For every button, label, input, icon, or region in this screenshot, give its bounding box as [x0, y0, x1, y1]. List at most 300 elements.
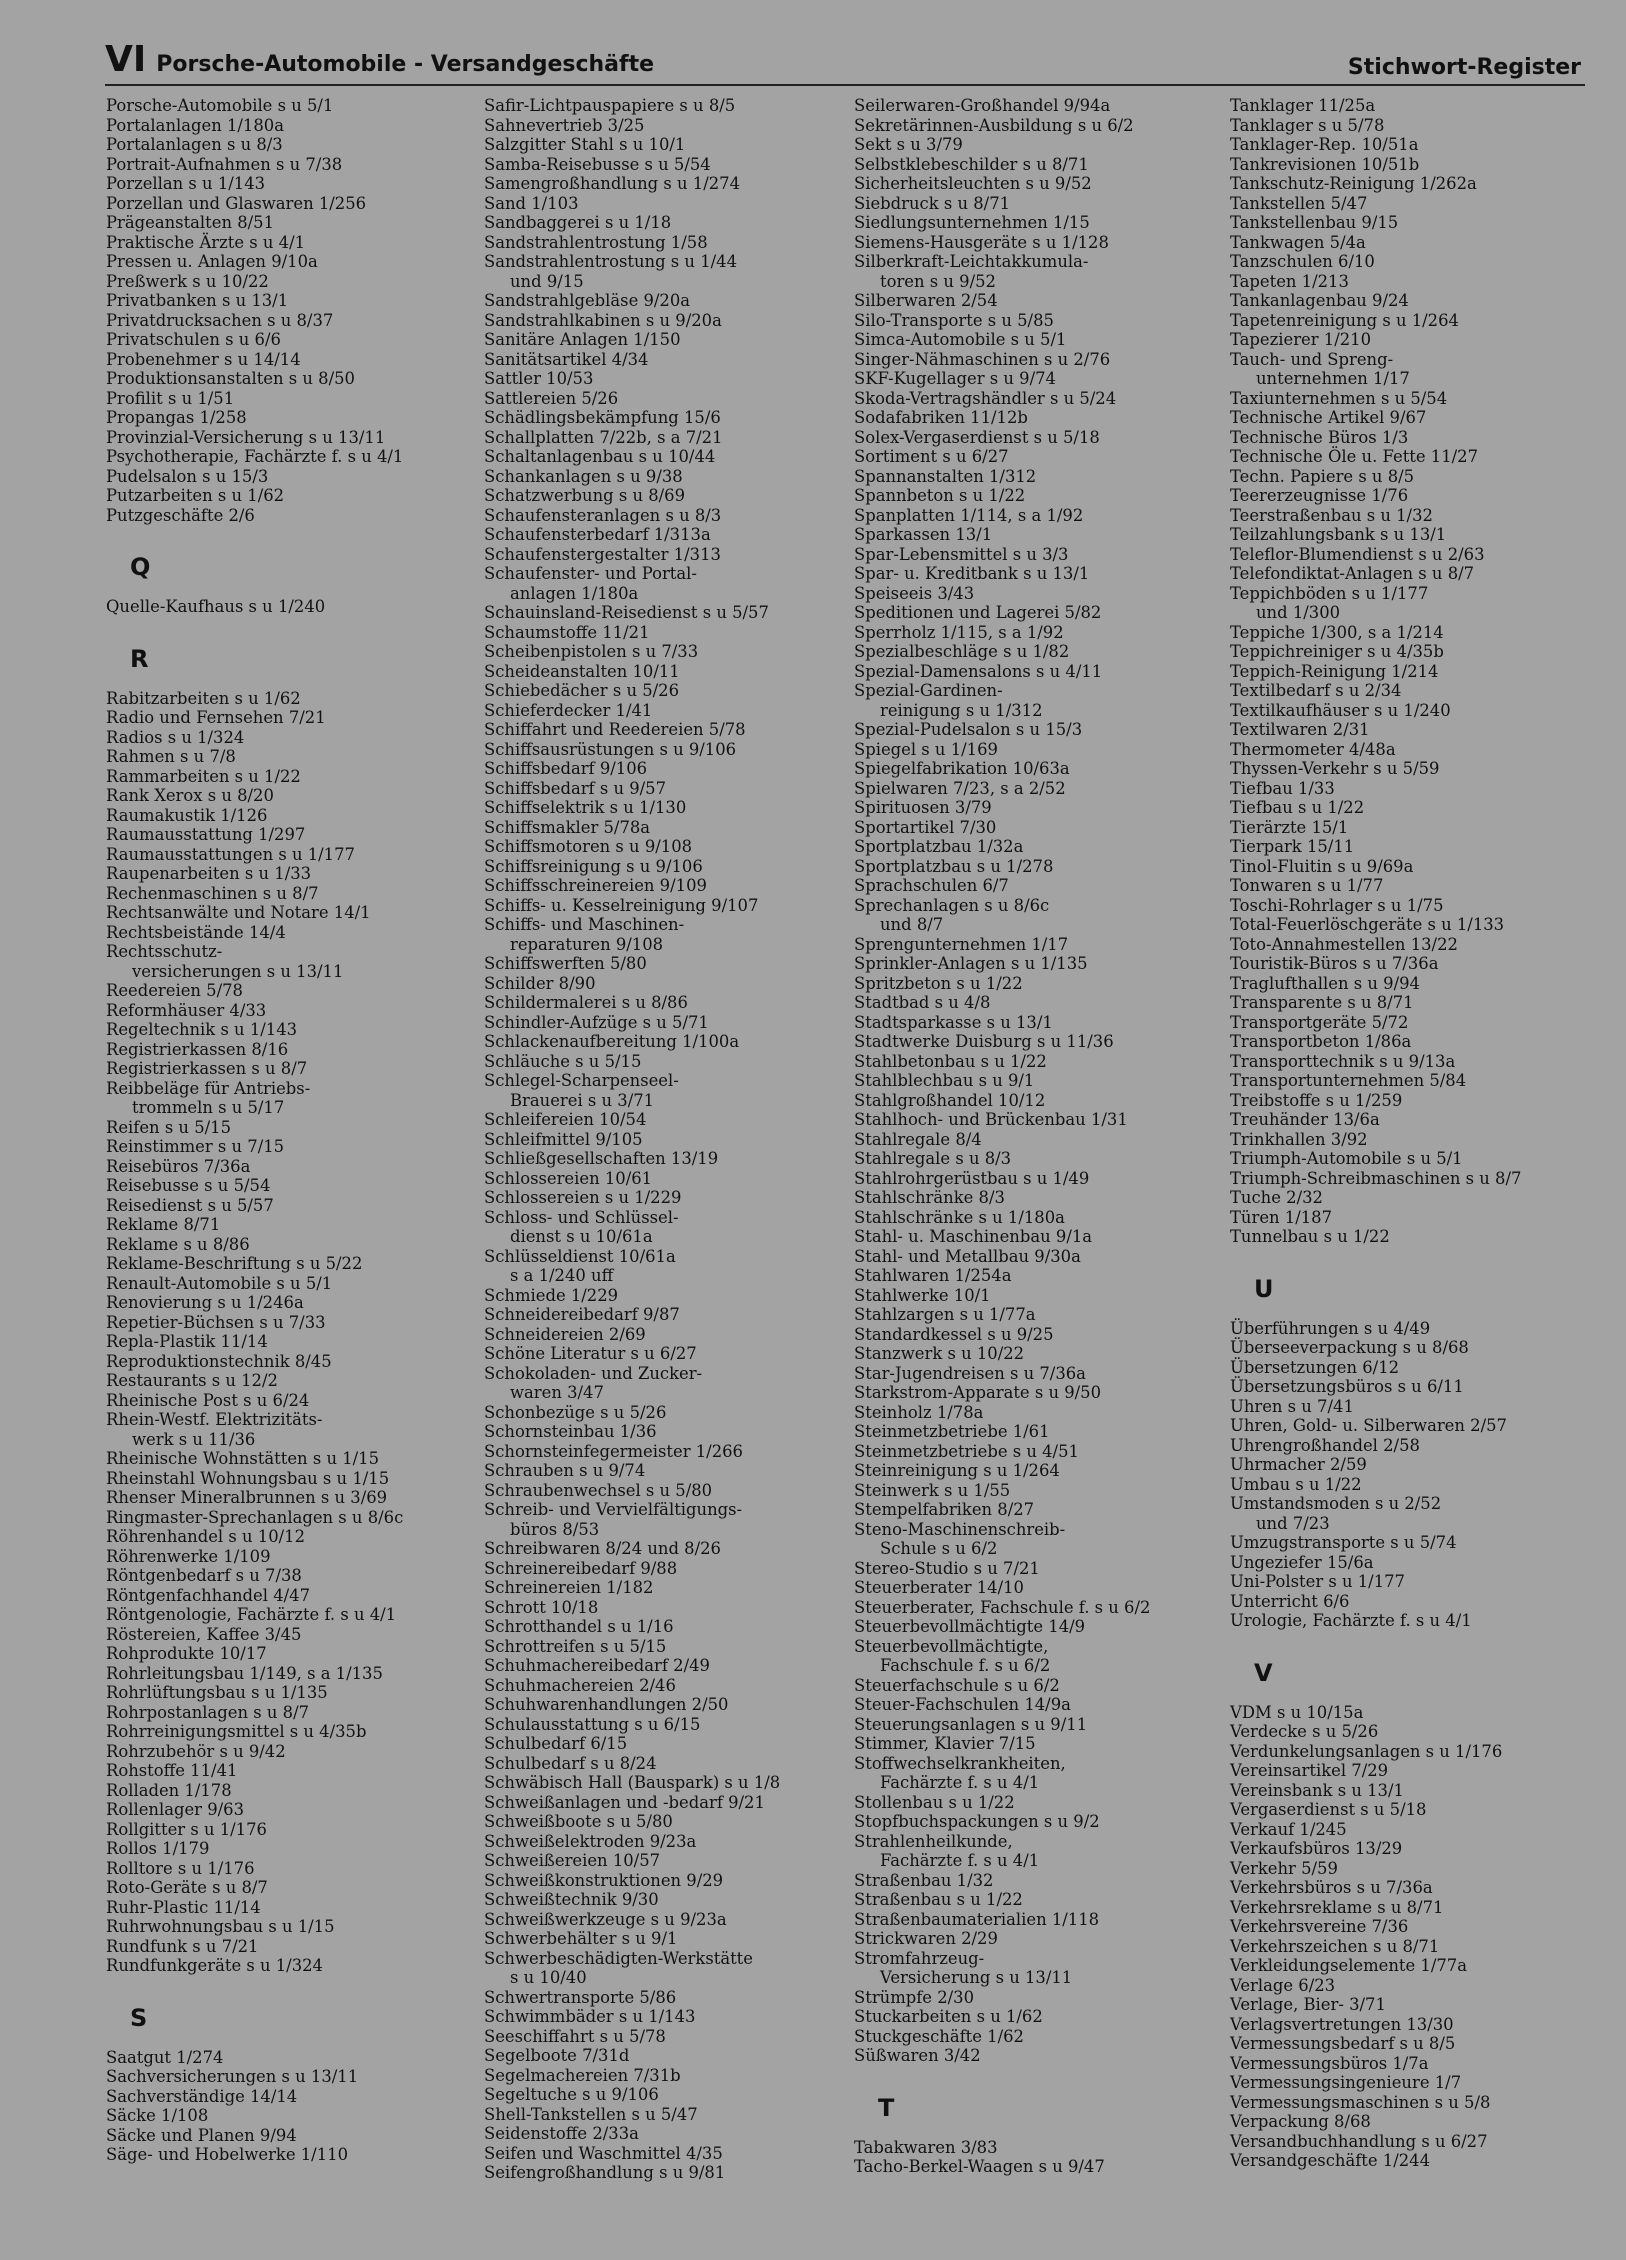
index-entry: Stahlregale 8/4	[854, 1129, 982, 1149]
index-entry: Schwerbeschädigten-Werkstätte	[484, 1948, 753, 1968]
index-entry-continuation: s a 1/240 uff	[510, 1266, 614, 1285]
index-entry-continuation: waren 3/47	[510, 1383, 604, 1402]
index-entry: Rohrleitungsbau 1/149, s a 1/135	[106, 1663, 383, 1683]
index-entry: Verkauf 1/245	[1230, 1819, 1347, 1839]
index-entry: Urologie, Fachärzte f. s u 4/1	[1230, 1611, 1472, 1630]
index-column-2	[484, 96, 856, 2183]
section-letter: T	[878, 2093, 895, 2122]
index-entry: Stahlregale s u 8/3	[854, 1149, 1012, 1168]
index-entry: Reklame s u 8/86	[106, 1234, 250, 1254]
index-entry: Spar-Lebensmittel s u 3/3	[854, 544, 1069, 564]
index-entry-continuation: unternehmen 1/17	[1256, 369, 1410, 388]
index-entry: Samba-Reisebusse s u 5/54	[484, 154, 711, 174]
index-entry: Speditionen und Lagerei 5/82	[854, 603, 1102, 622]
index-entry: Übersetzungen 6/12	[1230, 1357, 1400, 1377]
index-entry: Sportplatzbau s u 1/278	[854, 856, 1054, 876]
index-entry: Schiffahrt und Reedereien 5/78	[484, 720, 746, 739]
index-entry: Spezial-Damensalons s u 4/11	[854, 661, 1103, 681]
index-entry-continuation: trommeln s u 5/17	[132, 1098, 285, 1117]
index-entry: Schuhmachereien 2/46	[484, 1675, 676, 1695]
index-entry: Schweißboote s u 5/80	[484, 1812, 673, 1831]
index-entry: Segelmachereien 7/31b	[484, 2065, 681, 2085]
index-entry: Telefondiktat-Anlagen s u 8/7	[1230, 564, 1475, 583]
index-entry: Tanklager 11/25a	[1230, 96, 1376, 115]
index-entry: Rohrzubehör s u 9/42	[106, 1741, 286, 1761]
index-entry: Ruhr-Plastic 11/14	[106, 1897, 261, 1917]
index-entry: Provinzial-Versicherung s u 13/11	[106, 427, 386, 447]
index-entry: Schiffs- und Maschinen-	[484, 915, 685, 934]
index-entry-continuation: versicherungen s u 13/11	[132, 961, 344, 981]
index-entry: Selbstklebeschilder s u 8/71	[854, 154, 1089, 174]
index-entry: Vermessungsingenieure 1/7	[1230, 2073, 1462, 2092]
index-entry: Pudelsalon s u 15/3	[106, 466, 269, 486]
index-entry: Säge- und Hobelwerke 1/110	[106, 2145, 348, 2164]
index-entry: Tauch- und Spreng-	[1230, 349, 1394, 369]
index-entry: Teleflor-Blumendienst s u 2/63	[1230, 544, 1485, 564]
index-entry: Stromfahrzeug-	[854, 1948, 985, 1968]
index-entry: Schulausstattung s u 6/15	[484, 1714, 701, 1734]
section-letter: Q	[130, 553, 151, 581]
index-column-4	[1230, 96, 1602, 2171]
index-entry: Verkehrszeichen s u 8/71	[1230, 1936, 1440, 1956]
index-entry: Tuche 2/32	[1230, 1188, 1323, 1207]
index-entry: Sanitäre Anlagen 1/150	[484, 330, 681, 349]
index-entry: Schallplatten 7/22b, s a 7/21	[484, 427, 723, 447]
index-entry: Sportplatzbau 1/32a	[854, 837, 1024, 856]
index-entry: Überführungen s u 4/49	[1230, 1318, 1431, 1338]
index-entry: Toschi-Rohrlager s u 1/75	[1230, 895, 1444, 915]
index-entry: Stimmer, Klavier 7/15	[854, 1734, 1036, 1753]
index-entry: Touristik-Büros s u 7/36a	[1230, 954, 1439, 973]
index-entry: Schlegel-Scharpenseel-	[484, 1071, 679, 1090]
index-entry: Tanzschulen 6/10	[1230, 252, 1375, 271]
index-entry: Singer-Nähmaschinen s u 2/76	[854, 349, 1111, 369]
index-entry: Schuhwarenhandlungen 2/50	[484, 1695, 729, 1714]
index-entry: Vergaserdienst s u 5/18	[1230, 1800, 1427, 1819]
index-entry: Simca-Automobile s u 5/1	[854, 330, 1067, 349]
index-entry: Schilder 8/90	[484, 973, 596, 993]
index-entry: Uhren s u 7/41	[1230, 1396, 1354, 1416]
index-entry: Profilit s u 1/51	[106, 388, 235, 408]
index-entry: Preßwerk s u 10/22	[106, 271, 269, 291]
index-entry-continuation: dienst s u 10/61a	[510, 1227, 653, 1246]
index-entry: Reibbeläge für Antriebs-	[106, 1078, 311, 1098]
index-entry: Transporttechnik s u 9/13a	[1230, 1051, 1456, 1071]
index-entry: Spanplatten 1/114, s a 1/92	[854, 505, 1084, 525]
index-entry: Sattlereien 5/26	[484, 388, 619, 408]
index-entry: Seidenstoffe 2/33a	[484, 2124, 639, 2143]
index-entry: Textilkaufhäuser s u 1/240	[1230, 700, 1451, 720]
index-entry: Silo-Transporte s u 5/85	[854, 310, 1054, 330]
index-entry: Rheinstahl Wohnungsbau s u 1/15	[106, 1468, 390, 1488]
index-entry: Strickwaren 2/29	[854, 1929, 998, 1948]
index-entry: Restaurants s u 12/2	[106, 1371, 278, 1390]
index-entry: Schiffswerften 5/80	[484, 954, 647, 973]
index-entry: Stempelfabriken 8/27	[854, 1500, 1035, 1519]
index-entry: Säcke 1/108	[106, 2106, 209, 2125]
header-register-label: Stichwort-Register	[1347, 55, 1581, 80]
index-entry: Steno-Maschinenschreib-	[854, 1519, 1066, 1539]
index-entry: Straßenbaumaterialien 1/118	[854, 1909, 1100, 1929]
index-entry: Schindler-Aufzüge s u 5/71	[484, 1012, 709, 1032]
index-entry: Tacho-Berkel-Waagen s u 9/47	[854, 2157, 1105, 2176]
index-entry: Stahl- u. Maschinenbau 9/1a	[854, 1227, 1093, 1246]
index-entry: Spiegel s u 1/169	[854, 739, 998, 759]
index-entry: Reproduktionstechnik 8/45	[106, 1351, 332, 1371]
index-entry: Sortiment s u 6/27	[854, 447, 1009, 466]
index-entry: Segeltuche s u 9/106	[484, 2085, 659, 2104]
index-entry: Rollgitter s u 1/176	[106, 1819, 267, 1839]
index-entry: Spirituosen 3/79	[854, 798, 992, 817]
index-entry: Seifengroßhandlung s u 9/81	[484, 2163, 726, 2182]
index-entry: Stoffwechselkrankheiten,	[854, 1753, 1066, 1773]
index-column-3	[854, 96, 1226, 2177]
index-entry: Privatdrucksachen s u 8/37	[106, 310, 334, 330]
index-entry: Stahlschränke 8/3	[854, 1188, 1005, 1207]
index-entry: Vereinsbank s u 13/1	[1230, 1780, 1404, 1800]
index-entry: Stollenbau s u 1/22	[854, 1792, 1015, 1812]
index-entry: Schöne Literatur s u 6/27	[484, 1344, 697, 1363]
index-entry-continuation: werk s u 11/36	[132, 1429, 256, 1449]
index-entry: Sekt s u 3/79	[854, 135, 963, 154]
index-entry: Teppich-Reinigung 1/214	[1230, 661, 1439, 681]
index-entry: Vermessungsmaschinen s u 5/8	[1230, 2092, 1491, 2112]
index-entry: Rollenlager 9/63	[106, 1800, 245, 1819]
index-entry: Spiegelfabrikation 10/63a	[854, 759, 1070, 778]
index-entry: Sandstrahlkabinen s u 9/20a	[484, 310, 722, 330]
index-entry-continuation: toren s u 9/52	[880, 271, 996, 291]
index-entry: Schaumstoffe 11/21	[484, 622, 650, 642]
index-entry: Taxiunternehmen s u 5/54	[1230, 388, 1448, 408]
index-entry: Schweißereien 10/57	[484, 1851, 661, 1870]
index-entry: Saatgut 1/274	[106, 2047, 224, 2067]
index-entry: Tierärzte 15/1	[1230, 817, 1349, 837]
index-entry: Sodafabriken 11/12b	[854, 408, 1028, 427]
index-entry: Schornsteinbau 1/36	[484, 1422, 657, 1441]
index-entry: Steuerberater 14/10	[854, 1578, 1024, 1597]
index-entry: Verkehrsreklame s u 8/71	[1230, 1897, 1444, 1917]
index-entry: Verkehrsbüros s u 7/36a	[1230, 1878, 1433, 1897]
index-entry: Teppichböden s u 1/177	[1230, 583, 1429, 603]
index-entry: Rohrpostanlagen s u 8/7	[106, 1702, 310, 1722]
index-entry: Rollos 1/179	[106, 1839, 210, 1858]
index-entry: Steuerberater, Fachschule f. s u 6/2	[854, 1597, 1151, 1617]
index-entry: Quelle-Kaufhaus s u 1/240	[106, 597, 326, 616]
index-entry: Rechenmaschinen s u 8/7	[106, 883, 319, 903]
index-entry: Röhrenwerke 1/109	[106, 1546, 271, 1566]
index-entry: Tankstellen 5/47	[1230, 193, 1368, 213]
index-entry: Propangas 1/258	[106, 408, 247, 427]
index-entry: Reformhäuser 4/33	[106, 1000, 267, 1020]
index-entry: Textilbedarf s u 2/34	[1230, 681, 1402, 700]
index-entry: Siedlungsunternehmen 1/15	[854, 213, 1090, 232]
index-entry: Verdunkelungsanlagen s u 1/176	[1230, 1741, 1503, 1761]
index-entry-continuation: Fachschule f. s u 6/2	[880, 1656, 1051, 1675]
index-entry: Schokoladen- und Zucker-	[484, 1363, 703, 1383]
index-entry: Steuerfachschule s u 6/2	[854, 1675, 1060, 1695]
index-entry: Rolladen 1/178	[106, 1780, 232, 1800]
index-entry: Spar- u. Kreditbank s u 13/1	[854, 564, 1090, 583]
index-entry: Portalanlagen s u 8/3	[106, 135, 283, 154]
index-entry: Renault-Automobile s u 5/1	[106, 1273, 333, 1293]
index-entry: Schaufensteranlagen s u 8/3	[484, 505, 722, 525]
index-entry: Schiffsausrüstungen s u 9/106	[484, 739, 737, 759]
index-entry: Schrottreifen s u 5/15	[484, 1636, 667, 1656]
index-entry-continuation: Fachärzte f. s u 4/1	[880, 1851, 1040, 1870]
index-entry: Produktionsanstalten s u 8/50	[106, 369, 355, 388]
index-entry: Sandbaggerei s u 1/18	[484, 213, 672, 232]
index-entry: Unterricht 6/6	[1230, 1591, 1350, 1611]
index-entry: Sparkassen 13/1	[854, 525, 993, 544]
index-entry-continuation: büros 8/53	[510, 1519, 600, 1539]
index-entry: Schiffsreinigung s u 9/106	[484, 856, 703, 876]
index-entry: Salzgitter Stahl s u 10/1	[484, 135, 686, 154]
index-entry: Straßenbau 1/32	[854, 1870, 994, 1890]
index-entry: Pressen u. Anlagen 9/10a	[106, 252, 318, 271]
section-letter: V	[1254, 1658, 1273, 1687]
index-entry: Schiffs- u. Kesselreinigung 9/107	[484, 895, 759, 915]
index-entry: Röhrenhandel s u 10/12	[106, 1527, 306, 1546]
index-entry: Spielwaren 7/23, s a 2/52	[854, 778, 1066, 798]
index-entry: Verkaufsbüros 13/29	[1230, 1839, 1403, 1858]
index-entry: Stanzwerk s u 10/22	[854, 1344, 1025, 1363]
index-entry: Sicherheitsleuchten s u 9/52	[854, 174, 1092, 193]
index-entry: Porzellan s u 1/143	[106, 174, 266, 193]
index-entry: Raumausstattung 1/297	[106, 825, 306, 844]
index-entry: Rank Xerox s u 8/20	[106, 786, 274, 805]
index-entry: Strahlenheilkunde,	[854, 1831, 1013, 1851]
index-entry: Rahmen s u 7/8	[106, 747, 236, 766]
index-entry: Uni-Polster s u 1/177	[1230, 1572, 1405, 1591]
index-entry: Sand 1/103	[484, 193, 579, 213]
index-entry: Safir-Lichtpauspapiere s u 8/5	[484, 96, 736, 115]
index-entry: Uhrmacher 2/59	[1230, 1455, 1367, 1474]
index-entry: Spritzbeton s u 1/22	[854, 973, 1023, 993]
index-entry: Psychotherapie, Fachärzte f. s u 4/1	[106, 447, 404, 466]
index-entry: Steinmetzbetriebe 1/61	[854, 1422, 1050, 1441]
index-entry: Schlossereien 10/61	[484, 1168, 653, 1188]
index-entry: Schwimmbäder s u 1/143	[484, 2007, 696, 2026]
index-entry: Spezial-Pudelsalon s u 15/3	[854, 720, 1083, 739]
index-entry: Tiefbau 1/33	[1230, 778, 1335, 798]
index-entry: Stahlzargen s u 1/77a	[854, 1305, 1036, 1324]
index-entry: Schweißanlagen und -bedarf 9/21	[484, 1792, 765, 1812]
index-entry: Radio und Fernsehen 7/21	[106, 708, 326, 727]
index-entry: Speiseeis 3/43	[854, 583, 975, 603]
index-entry: Trinkhallen 3/92	[1230, 1129, 1368, 1149]
index-entry: Treibstoffe s u 1/259	[1230, 1090, 1403, 1110]
index-entry: Tapetenreinigung s u 1/264	[1230, 310, 1459, 330]
index-entry: Technische Öle u. Fette 11/27	[1230, 447, 1479, 466]
index-entry: Teppichreiniger s u 4/35b	[1230, 642, 1444, 661]
index-entry: Teilzahlungsbank s u 13/1	[1230, 525, 1447, 544]
index-entry: Umbau s u 1/22	[1230, 1474, 1362, 1494]
index-entry: Scheibenpistolen s u 7/33	[484, 642, 699, 661]
index-entry-continuation: reinigung s u 1/312	[880, 700, 1043, 720]
index-entry: Schwertransporte 5/86	[484, 1987, 677, 2007]
index-entry: Rabitzarbeiten s u 1/62	[106, 688, 301, 708]
index-entry: Stahlbetonbau s u 1/22	[854, 1051, 1047, 1071]
index-column-1	[106, 96, 478, 2165]
index-entry: Star-Jugendreisen s u 7/36a	[854, 1363, 1086, 1383]
index-entry: Schleifmittel 9/105	[484, 1129, 643, 1149]
index-entry: Porzellan und Glaswaren 1/256	[106, 193, 367, 213]
index-entry: Schaufenster- und Portal-	[484, 564, 697, 583]
index-entry: Teppiche 1/300, s a 1/214	[1230, 622, 1444, 642]
index-entry: Tabakwaren 3/83	[854, 2137, 998, 2157]
index-entry: Spannbeton s u 1/22	[854, 486, 1026, 505]
index-entry: Tonwaren s u 1/77	[1230, 876, 1384, 895]
index-entry: Schlossereien s u 1/229	[484, 1188, 682, 1207]
index-entry: Rundfunkgeräte s u 1/324	[106, 1956, 323, 1975]
index-entry: Schlackenaufbereitung 1/100a	[484, 1032, 740, 1051]
index-entry: Seifen und Waschmittel 4/35	[484, 2143, 723, 2163]
index-entry: Reedereien 5/78	[106, 981, 243, 1000]
index-entry: Probenehmer s u 14/14	[106, 349, 301, 369]
index-entry: Stahlblechbau s u 9/1	[854, 1071, 1035, 1090]
index-entry-continuation: s u 10/40	[510, 1968, 587, 1987]
index-entry: Schiebedächer s u 5/26	[484, 681, 680, 700]
index-entry: Textilwaren 2/31	[1230, 720, 1370, 739]
index-entry: Schrott 10/18	[484, 1597, 599, 1617]
index-entry: Türen 1/187	[1230, 1207, 1333, 1227]
index-entry: Schaltanlagenbau s u 10/44	[484, 447, 716, 466]
index-entry: Stadtsparkasse s u 13/1	[854, 1012, 1053, 1032]
index-entry: Schiffselektrik s u 1/130	[484, 798, 687, 817]
index-entry: Techn. Papiere s u 8/5	[1230, 466, 1415, 486]
index-entry: Sprengunternehmen 1/17	[854, 934, 1069, 954]
index-entry: Verkleidungselemente 1/77a	[1230, 1956, 1468, 1975]
index-entry: Rolltore s u 1/176	[106, 1858, 255, 1878]
index-entry: Versandgeschäfte 1/244	[1230, 2151, 1431, 2170]
index-entry: Schweißwerkzeuge s u 9/23a	[484, 1909, 727, 1929]
index-entry: Sahnevertrieb 3/25	[484, 115, 645, 135]
index-entry: Stahlhoch- und Brückenbau 1/31	[854, 1110, 1128, 1129]
index-entry: Ruhrwohnungsbau s u 1/15	[106, 1917, 335, 1936]
index-entry: Schrotthandel s u 1/16	[484, 1617, 674, 1636]
index-entry: Rechtsschutz-	[106, 942, 223, 961]
index-entry: Schweißkonstruktionen 9/29	[484, 1870, 724, 1890]
index-entry: Portalanlagen 1/180a	[106, 115, 284, 135]
index-entry: Rohrlüftungsbau s u 1/135	[106, 1683, 328, 1702]
header-title	[105, 39, 654, 80]
index-entry: Rhein-Westf. Elektrizitäts-	[106, 1410, 323, 1429]
index-entry: Sattler 10/53	[484, 369, 594, 388]
index-entry-continuation: und 9/15	[510, 271, 584, 291]
index-entry: Schraubenwechsel s u 5/80	[484, 1480, 713, 1500]
index-entry: Stahlwaren 1/254a	[854, 1266, 1012, 1285]
index-entry: Tapezierer 1/210	[1230, 330, 1372, 349]
index-entry: Renovierung s u 1/246a	[106, 1293, 304, 1312]
index-entry: Starkstrom-Apparate s u 9/50	[854, 1383, 1102, 1402]
index-entry: Raupenarbeiten s u 1/33	[106, 864, 312, 883]
index-entry: Röntgenfachhandel 4/47	[106, 1585, 311, 1605]
index-entry: Schiffsmotoren s u 9/108	[484, 837, 693, 856]
index-entry: Tanklager s u 5/78	[1230, 115, 1385, 135]
index-entry: Reisebüros 7/36a	[106, 1156, 251, 1176]
index-entry: SKF-Kugellager s u 9/74	[854, 369, 1056, 388]
index-entry: Steinholz 1/78a	[854, 1402, 984, 1422]
index-entry: Süßwaren 3/42	[854, 2046, 981, 2065]
index-entry: Schwerbehälter s u 9/1	[484, 1929, 678, 1948]
index-entry: Traglufthallen s u 9/94	[1230, 973, 1420, 993]
index-entry: Stahl- und Metallbau 9/30a	[854, 1246, 1081, 1266]
index-entry-continuation: Fachärzte f. s u 4/1	[880, 1773, 1040, 1792]
index-entry: Stahlgroßhandel 10/12	[854, 1090, 1046, 1110]
index-entry: Sandstrahlentrostung s u 1/44	[484, 252, 738, 271]
index-entry: Schankanlagen s u 9/38	[484, 466, 683, 486]
index-entry: Regeltechnik s u 1/143	[106, 1020, 298, 1039]
index-entry: Thermometer 4/48a	[1230, 739, 1396, 759]
index-entry: Umzugstransporte s u 5/74	[1230, 1533, 1457, 1552]
index-entry: Total-Feuerlöschgeräte s u 1/133	[1230, 915, 1505, 934]
index-entry: Strümpfe 2/30	[854, 1987, 975, 2007]
index-entry: Solex-Vergaserdienst s u 5/18	[854, 427, 1100, 447]
index-entry: Silberwaren 2/54	[854, 291, 998, 310]
index-entry: Verdecke s u 5/26	[1230, 1722, 1379, 1741]
index-entry: Schiffsbedarf 9/106	[484, 759, 648, 778]
index-entry: Technische Büros 1/3	[1230, 427, 1409, 447]
index-entry: Vermessungsbüros 1/7a	[1230, 2053, 1429, 2073]
index-entry: Schmiede 1/229	[484, 1285, 619, 1305]
index-entry: Reifen s u 5/15	[106, 1117, 232, 1137]
index-entry: Uhren, Gold- u. Silberwaren 2/57	[1230, 1416, 1507, 1435]
index-entry: Rechtsbeistände 14/4	[106, 922, 286, 942]
page-roman-number: VI	[105, 39, 147, 80]
index-entry: Tierpark 15/11	[1230, 837, 1355, 856]
index-entry: Standardkessel s u 9/25	[854, 1324, 1054, 1344]
index-entry: Sportartikel 7/30	[854, 817, 997, 837]
index-entry: Rhenser Mineralbrunnen s u 3/69	[106, 1488, 388, 1507]
index-entry: Thyssen-Verkehr s u 5/59	[1230, 759, 1440, 778]
index-entry: Schläuche s u 5/15	[484, 1051, 642, 1071]
index-entry: Tankrevisionen 10/51b	[1230, 154, 1420, 174]
index-entry: Steinreinigung s u 1/264	[854, 1461, 1060, 1480]
index-entry: Tiefbau s u 1/22	[1230, 798, 1365, 817]
index-entry: Teererzeugnisse 1/76	[1230, 486, 1409, 505]
index-entry: Stuckarbeiten s u 1/62	[854, 2007, 1043, 2026]
index-entry: Repla-Plastik 11/14	[106, 1332, 268, 1351]
section-letter: U	[1254, 1274, 1274, 1303]
index-entry: Sperrholz 1/115, s a 1/92	[854, 622, 1064, 642]
index-entry: Steinmetzbetriebe s u 4/51	[854, 1441, 1079, 1461]
index-entry: Sprachschulen 6/7	[854, 876, 1009, 895]
index-entry: Roto-Geräte s u 8/7	[106, 1878, 268, 1897]
index-entry: Verpackung 8/68	[1230, 2112, 1371, 2131]
index-entry: Schreinereibedarf 9/88	[484, 1558, 678, 1578]
index-entry: Stadtbad s u 4/8	[854, 993, 991, 1012]
index-entry: Verkehrsvereine 7/36	[1230, 1917, 1409, 1936]
index-entry: Umstandsmoden s u 2/52	[1230, 1494, 1442, 1513]
index-entry: Siebdruck s u 8/71	[854, 193, 1011, 213]
index-entry: Rammarbeiten s u 1/22	[106, 766, 301, 786]
index-entry-continuation: Versicherung s u 13/11	[880, 1968, 1073, 1987]
index-entry: Schieferdecker 1/41	[484, 700, 653, 720]
index-entry: Schneidereien 2/69	[484, 1324, 646, 1344]
index-entry: Schatzwerbung s u 8/69	[484, 486, 686, 505]
index-entry: Stahlschränke s u 1/180a	[854, 1207, 1065, 1227]
index-entry: Stahlwerke 10/1	[854, 1285, 991, 1305]
index-entry: Säcke und Planen 9/94	[106, 2125, 297, 2145]
index-entry: Sprinkler-Anlagen s u 1/135	[854, 954, 1088, 973]
index-entry: Schleifereien 10/54	[484, 1110, 647, 1129]
index-entry: Schornsteinfegermeister 1/266	[484, 1441, 743, 1461]
index-entry: Versandbuchhandlung s u 6/27	[1230, 2131, 1488, 2151]
index-entry: Vereinsartikel 7/29	[1230, 1761, 1389, 1780]
index-entry: Schreinereien 1/182	[484, 1578, 654, 1597]
index-entry: Verlagsvertretungen 13/30	[1230, 2014, 1454, 2034]
section-letter: R	[130, 644, 149, 673]
